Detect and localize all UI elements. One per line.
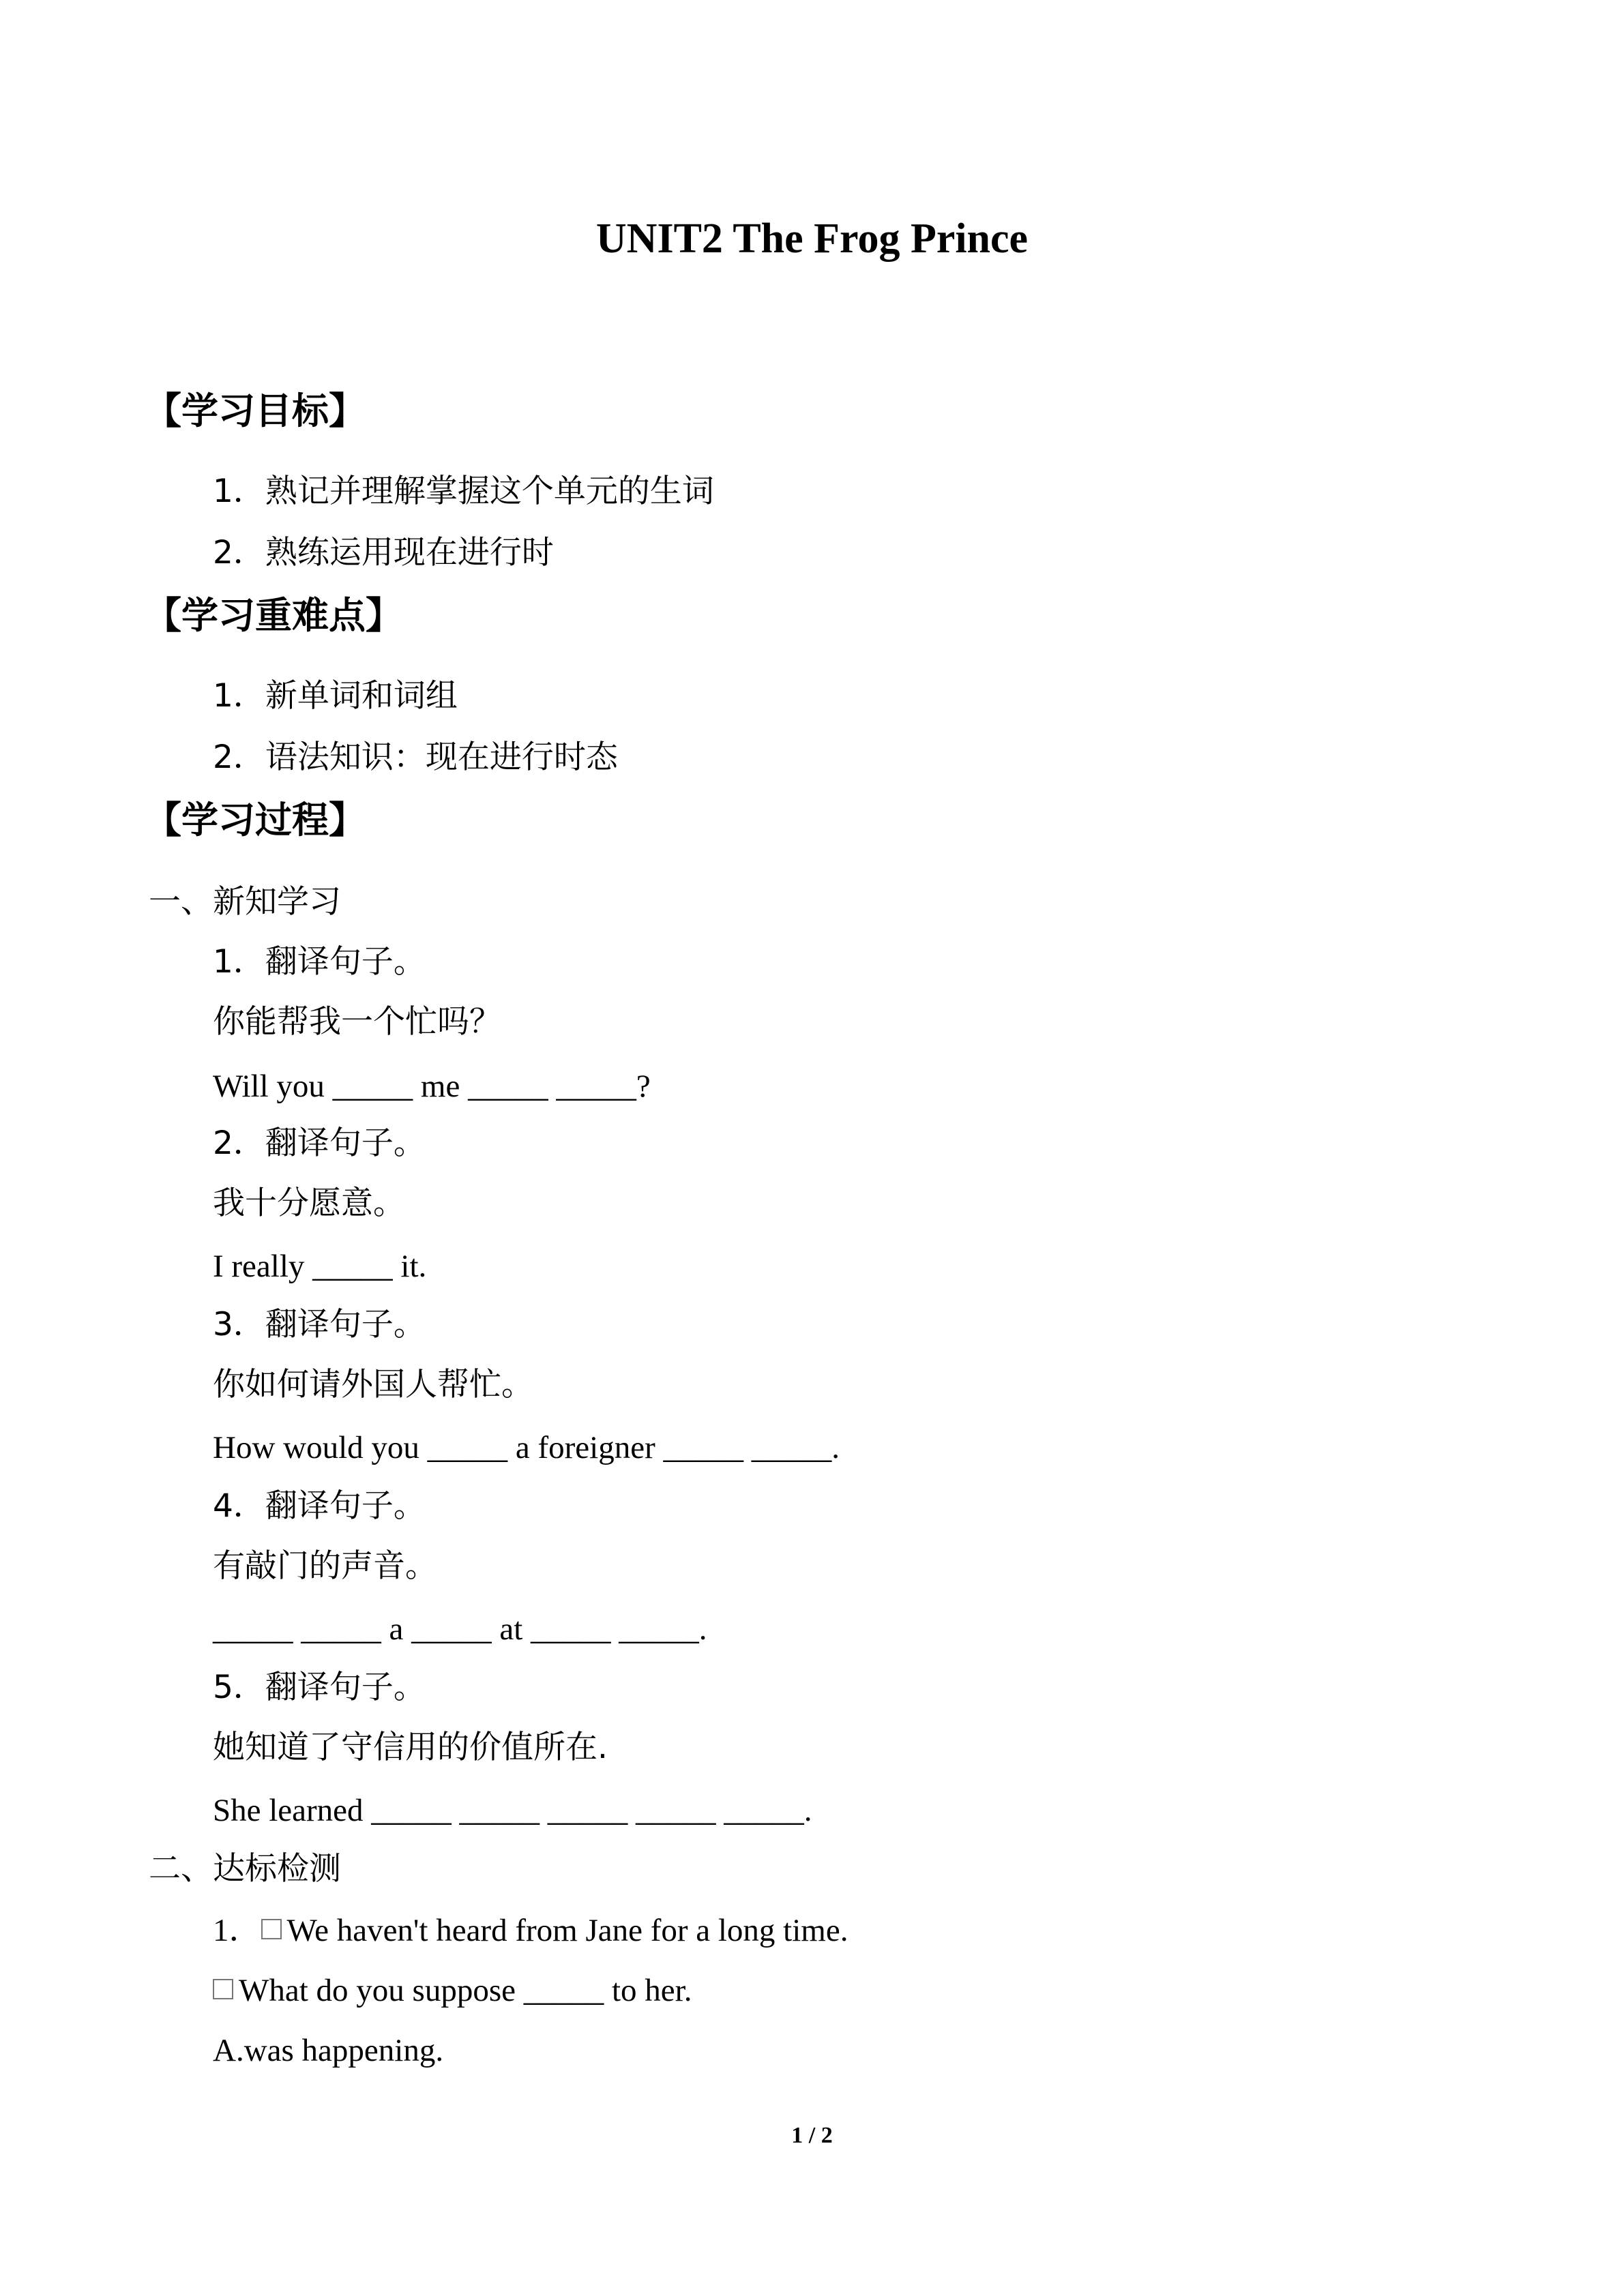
- q1-english: Will you _____ me _____ _____?: [213, 1069, 651, 1104]
- q5-chinese: 她知道了守信用的价值所在.: [213, 1729, 608, 1766]
- q2-label: 2．翻译句子。: [213, 1124, 426, 1162]
- checkbox-icon: [261, 1919, 282, 1939]
- q2-english: I really _____ it.: [213, 1249, 427, 1284]
- q3-chinese: 你如何请外国人帮忙。: [213, 1366, 533, 1403]
- q1-label: 1．翻译句子。: [213, 943, 426, 981]
- test-q1-text-2: What do you suppose _____ to her.: [239, 1973, 692, 2008]
- q3-label: 3．翻译句子。: [213, 1306, 426, 1343]
- q4-english: _____ _____ a _____ at _____ _____.: [213, 1611, 707, 1647]
- page-title: UNIT2 The Frog Prince: [595, 215, 1029, 262]
- process-heading: 【学习过程】: [145, 799, 366, 841]
- part1-title: 一、新知学习: [149, 883, 341, 921]
- test-q1-line2: [213, 1969, 692, 2012]
- test-q1-line1: [213, 1909, 848, 1952]
- q1-chinese: 你能帮我一个忙吗？: [213, 1003, 501, 1041]
- test-q1-option-a: A.was happening.: [213, 2033, 444, 2068]
- objective-item-1: 1．熟记并理解掌握这个单元的生词: [213, 473, 714, 510]
- key-point-item-2: 2．语法知识：现在进行时态: [213, 739, 618, 776]
- test-q1-number: 1．: [213, 1913, 261, 1948]
- key-point-item-1: 1．新单词和词组: [213, 677, 458, 715]
- q4-label: 4．翻译句子。: [213, 1487, 426, 1525]
- q4-chinese: 有敲门的声音。: [213, 1547, 437, 1585]
- key-points-heading: 【学习重难点】: [145, 594, 402, 637]
- objectives-heading: 【学习目标】: [145, 389, 366, 432]
- q2-chinese: 我十分愿意。: [213, 1184, 405, 1222]
- part2-title: 二、达标检测: [149, 1850, 341, 1888]
- page-number: 1 / 2: [791, 2123, 833, 2148]
- q5-english: She learned _____ _____ _____ _____ _____.: [213, 1793, 812, 1828]
- checkbox-icon: [213, 1979, 233, 1999]
- objective-item-2: 2．熟练运用现在进行时: [213, 534, 554, 571]
- q3-english: How would you _____ a foreigner _____ _____.: [213, 1430, 840, 1465]
- test-q1-text-1: We haven't heard from Jane for a long time.: [286, 1913, 848, 1948]
- q5-label: 5．翻译句子。: [213, 1669, 426, 1706]
